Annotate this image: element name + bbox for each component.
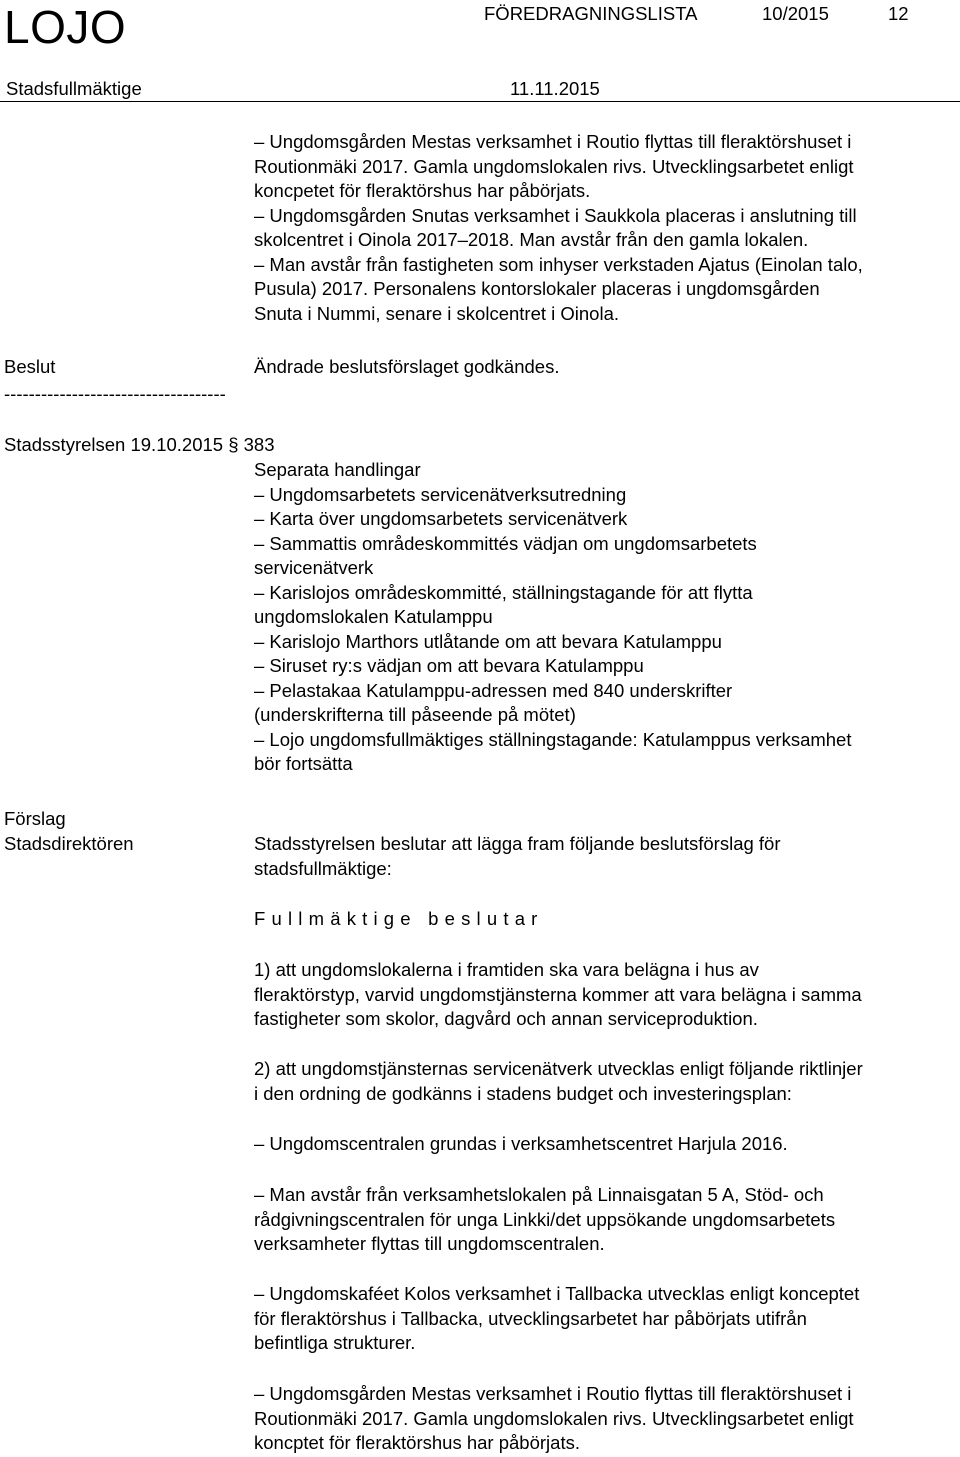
text-line: för fleraktörshus i Tallbacka, utvecklingsarbetet har påbörjats utifrån — [254, 1307, 807, 1329]
proposal-paragraph-2 — [254, 1057, 960, 1106]
attachment-item: – Karislojo Marthors utlåtande om att bevara Katulamppu — [254, 630, 722, 652]
intro-block — [254, 130, 960, 326]
text-line: i den ordning de godkänns i stadens budget och investeringsplan: — [254, 1082, 792, 1104]
attachment-item: ungdomslokalen Katulamppu — [254, 606, 493, 627]
proposal-paragraph-4 — [254, 1183, 960, 1257]
text-line: skolcentret i Oinola 2017–2018. Man avstår från den gamla lokalen. — [254, 229, 809, 250]
page-number: 12 — [888, 3, 909, 24]
attachment-item: – Pelastakaa Katulamppu-adressen med 840 underskrifter — [254, 679, 733, 701]
list-number: 10/2015 — [762, 3, 829, 24]
text-line: rådgivningscentralen för unga Linkki/det uppsökande ungdomsarbetets — [254, 1208, 836, 1230]
text-line: koncpetet för fleraktörshus har påbörjats. — [254, 180, 591, 201]
text-line: – Man avstår från fastigheten som inhyser verkstaden Ajatus (Einolan talo, — [254, 253, 863, 275]
separator-line: ------------------------------------ — [4, 383, 226, 404]
decision-label: Beslut — [4, 356, 56, 377]
proposal-intro — [254, 832, 960, 881]
attachments-heading: Separata handlingar — [254, 459, 421, 480]
proposal-paragraph-6 — [254, 1382, 960, 1456]
meeting-body: Stadsfullmäktige — [6, 78, 142, 99]
organization-logo: LOJO — [4, 1, 127, 53]
text-line: – Ungdomsgården Mestas verksamhet i Routio flyttas till fleraktörshuset i — [254, 131, 852, 152]
text-line: 2) att ungdomstjänsternas servicenätverk utvecklas enligt följande riktlinjer — [254, 1058, 863, 1079]
attachment-item: (underskrifterna till påseende på mötet) — [254, 704, 576, 725]
text-line: 1) att ungdomslokalerna i framtiden ska vara belägna i hus av — [254, 959, 759, 980]
text-line: Routionmäki 2017. Gamla ungdomslokalen rivs. Utvecklingsarbetet enligt — [254, 1407, 854, 1429]
header-rule — [0, 101, 960, 102]
proposer-label: Stadsdirektören — [4, 833, 134, 854]
text-line: Stadsstyrelsen beslutar att lägga fram följande beslutsförslag för — [254, 833, 781, 854]
attachment-item: servicenätverk — [254, 557, 374, 578]
text-line: – Ungdomskaféet Kolos verksamhet i Tallbacka utvecklas enligt konceptet — [254, 1283, 860, 1304]
proposal-label: Förslag — [4, 808, 66, 829]
proposal-paragraph-5 — [254, 1282, 960, 1356]
attachment-item: – Lojo ungdomsfullmäktiges ställningstagande: Katulamppus verksamhet — [254, 728, 852, 750]
text-line: stadsfullmäktige: — [254, 857, 392, 879]
attachment-item: – Ungdomsarbetets servicenätverksutredning — [254, 483, 627, 505]
text-line: Pusula) 2017. Personalens kontorslokaler placeras i ungdomsgården — [254, 278, 820, 299]
decision-text: Ändrade beslutsförslaget godkändes. — [254, 356, 560, 377]
text-line: fleraktörstyp, varvid ungdomstjänsterna kommer att vara belägna i samma — [254, 983, 862, 1005]
text-line: verksamheter flyttas till ungdomscentralen. — [254, 1233, 605, 1254]
attachment-item: – Sammattis områdeskommittés vädjan om ungdomsarbetets — [254, 532, 757, 554]
attachment-item: bör fortsätta — [254, 753, 353, 774]
text-line: – Ungdomscentralen grundas i verksamhetscentret Harjula 2016. — [254, 1133, 788, 1154]
text-line: – Ungdomsgården Snutas verksamhet i Saukkola placeras i anslutning till — [254, 204, 857, 226]
board-reference: Stadsstyrelsen 19.10.2015 § 383 — [4, 434, 275, 455]
text-line: – Man avstår från verksamhetslokalen på Linnaisgatan 5 A, Stöd- och — [254, 1184, 824, 1205]
text-line: Routionmäki 2017. Gamla ungdomslokalen rivs. Utvecklingsarbetet enligt — [254, 155, 854, 177]
text-line: – Ungdomsgården Mestas verksamhet i Routio flyttas till fleraktörshuset i — [254, 1383, 852, 1404]
proposal-paragraph-3 — [254, 1132, 960, 1157]
attachment-item: – Karislojos områdeskommitté, ställningstagande för att flytta — [254, 581, 753, 603]
attachments-block — [254, 458, 960, 777]
meeting-date: 11.11.2015 — [510, 78, 600, 99]
text-line: fastigheter som skolor, dagvård och annan serviceproduktion. — [254, 1008, 758, 1029]
proposal-paragraph-1 — [254, 958, 960, 1032]
text-line: befintliga strukturer. — [254, 1332, 416, 1353]
list-title: FÖREDRAGNINGSLISTA — [484, 3, 698, 24]
text-line: koncptet för fleraktörshus har påbörjats. — [254, 1432, 580, 1453]
text-line: Snuta i Nummi, senare i skolcentret i Oinola. — [254, 302, 620, 324]
attachment-item: – Siruset ry:s vädjan om att bevara Katulamppu — [254, 655, 644, 676]
resolution-heading: Fullmäktige beslutar — [254, 908, 544, 929]
attachment-item: – Karta över ungdomsarbetets servicenätverk — [254, 508, 628, 529]
